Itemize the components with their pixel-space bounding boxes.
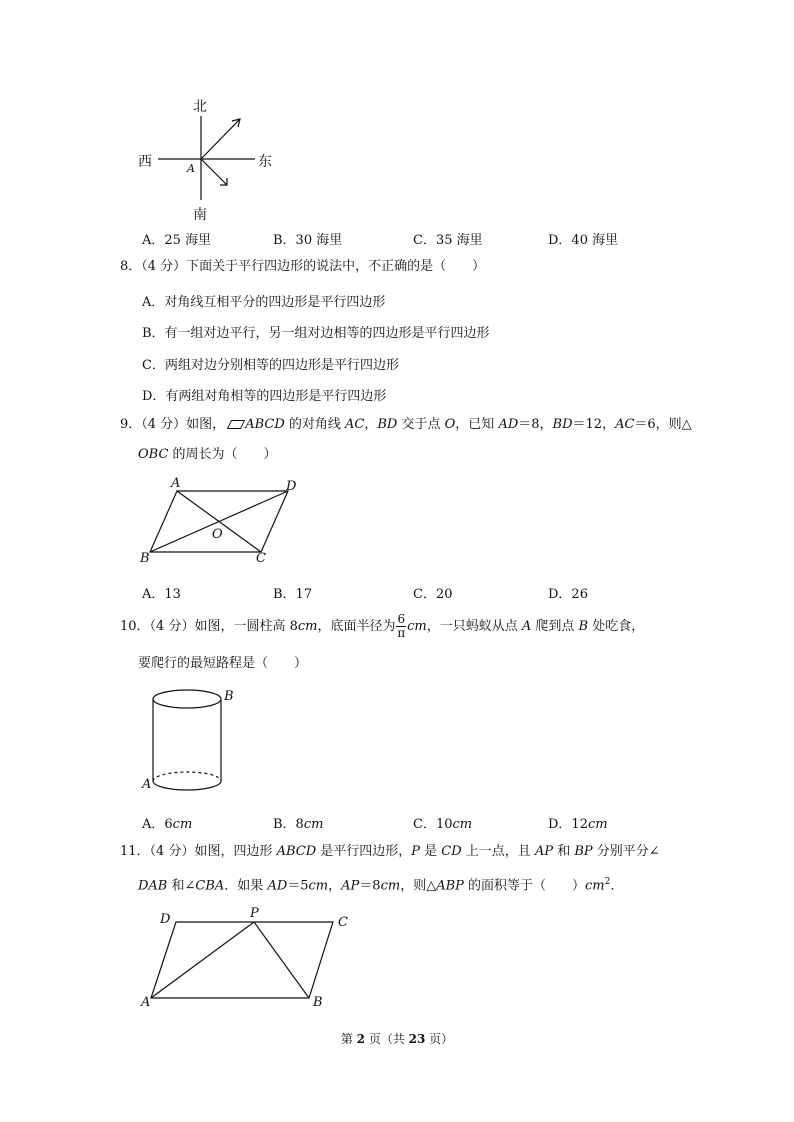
q11-unit: cm xyxy=(380,878,401,894)
q8-option-a: A．对角线互相平分的四边形是平行四边形 xyxy=(142,295,386,310)
q9-label-o: O xyxy=(212,527,223,542)
q9-seg: AC xyxy=(345,417,365,432)
q11-seg: BP xyxy=(574,844,593,859)
q11-text: 是平行四边形， xyxy=(316,844,412,859)
q11-text: 是 xyxy=(420,844,442,859)
q11-text: ，则△ xyxy=(400,878,437,894)
q9-text: ＝8， xyxy=(518,417,553,432)
east-label: 东 xyxy=(258,154,272,170)
q9-text: ＝12， xyxy=(572,417,616,432)
q11-seg: CD xyxy=(441,844,462,859)
q10-stem-line2: 要爬行的最短路程是（ ） xyxy=(138,656,308,671)
q11-text: ． xyxy=(610,878,624,894)
q7-option-d: D．40 海里 xyxy=(548,233,619,248)
north-label: 北 xyxy=(193,99,207,115)
q11-label-d: D xyxy=(160,912,171,927)
q10-fraction-denominator: π xyxy=(397,626,406,640)
q11-text: 分别平分∠ xyxy=(592,844,660,859)
footer-text: 页） xyxy=(425,1032,454,1046)
q10-text: 10．（4 分）如图，一圆柱高 8 xyxy=(120,619,298,634)
q11-text: ＝5 xyxy=(287,878,309,894)
q11-unit: cm xyxy=(308,878,329,894)
q8-stem: 8．（4 分）下面关于平行四边形的说法中，不正确的是（ ） xyxy=(120,259,486,274)
q11-unit: cm xyxy=(585,878,605,894)
q9-seg: AD xyxy=(498,417,519,432)
q10-option-text: A．6 xyxy=(142,817,173,832)
q8-option-b: B．有一组对边平行，另一组对边相等的四边形是平行四边形 xyxy=(142,326,490,341)
south-label: 南 xyxy=(193,207,207,223)
q9-option-c: C．20 xyxy=(413,587,453,602)
q8-option-d: D．有两组对角相等的四边形是平行四边形 xyxy=(142,389,387,404)
q9-shape-name: ABCD xyxy=(245,417,285,432)
point-a-label: A xyxy=(187,162,195,175)
q9-label-a: A xyxy=(171,476,181,491)
q10-option-text: B．8 xyxy=(273,817,304,832)
q9-label-b: B xyxy=(140,551,150,566)
q9-text: ， xyxy=(364,417,378,432)
west-label: 西 xyxy=(138,154,152,170)
q10-unit: cm xyxy=(407,619,427,634)
page-footer xyxy=(0,1030,794,1047)
q10-fraction-numerator: 6 xyxy=(397,612,406,626)
q11-text: 上一点，且 xyxy=(461,844,535,859)
q11-seg: CBA xyxy=(195,878,225,894)
q9-text: 的周长为（ ） xyxy=(168,447,277,462)
q10-point: B xyxy=(578,619,589,634)
q9-option-b: B．17 xyxy=(273,587,313,602)
q9-seg: OBC xyxy=(138,447,169,462)
q9-seg: O xyxy=(444,417,456,432)
q11-text: 和∠ xyxy=(167,878,196,894)
q10-text: ，一只蚂蚁从点 xyxy=(426,619,522,634)
q9-option-d: D．26 xyxy=(548,587,588,602)
q7-option-a: A．25 海里 xyxy=(142,233,212,248)
q10-option-text: D．12 xyxy=(548,817,588,832)
q11-segment-bp xyxy=(254,922,309,998)
q10-option-unit: cm xyxy=(587,817,608,832)
q11-label-b: B xyxy=(313,995,323,1010)
q11-label-p: P xyxy=(250,906,259,921)
q9-option-a: A．13 xyxy=(142,587,181,602)
q10-text: 爬到点 xyxy=(531,619,579,634)
q11-text: 11．（4 分）如图，四边形 xyxy=(120,844,277,859)
q10-option-unit: cm xyxy=(452,817,473,832)
q10-point: A xyxy=(521,619,532,634)
q10-option-unit: cm xyxy=(303,817,324,832)
q9-label-c: C xyxy=(256,551,266,566)
q10-option-unit: cm xyxy=(172,817,193,832)
q11-seg: AP xyxy=(534,844,554,859)
q10-label-b: B xyxy=(224,689,234,704)
q9-seg: BD xyxy=(552,417,573,432)
q9-label-d: D xyxy=(286,479,297,494)
q8-option-c: C．两组对边分别相等的四边形是平行四边形 xyxy=(142,358,399,373)
q11-seg: P xyxy=(411,844,421,859)
q11-seg: AD xyxy=(267,878,288,894)
q10-text: ，底面半径为 xyxy=(317,619,396,634)
q11-label-c: C xyxy=(338,915,348,930)
q7-option-b: B．30 海里 xyxy=(273,233,343,248)
q11-seg: ABP xyxy=(436,878,464,894)
q9-text: 交于点 xyxy=(397,417,445,432)
q7-option-c: C．35 海里 xyxy=(413,233,483,248)
q10-unit: cm xyxy=(297,619,318,634)
q9-stem-prefix: 9．（4 分）如图， xyxy=(120,417,226,432)
q10-option-text: C．10 xyxy=(413,817,453,832)
footer-text: 页（共 xyxy=(365,1032,409,1046)
q11-label-a: A xyxy=(141,995,151,1010)
q11-text: ．如果 xyxy=(224,878,268,894)
q11-parallelogram xyxy=(151,922,333,998)
q9-seg: AC xyxy=(615,417,635,432)
footer-text: 第 xyxy=(340,1032,357,1046)
q11-seg: DAB xyxy=(138,878,168,894)
q11-text: ＝8 xyxy=(359,878,381,894)
footer-total-pages: 23 xyxy=(408,1032,426,1046)
q11-segment-ap xyxy=(151,922,254,998)
q9-seg: BD xyxy=(377,417,398,432)
q11-seg: AP xyxy=(341,878,360,894)
q11-text: 和 xyxy=(553,844,575,859)
q9-text: 的对角线 xyxy=(284,417,346,432)
q11-superscript: 2 xyxy=(604,877,611,887)
q10-text: 处吃食， xyxy=(588,619,645,634)
q11-text: ， xyxy=(328,878,342,894)
footer-page-number: 2 xyxy=(356,1032,365,1046)
q9-text: ＝6，则△ xyxy=(634,417,692,432)
q11-seg: ABCD xyxy=(276,844,317,859)
q11-text: 的面积等于（ ） xyxy=(463,878,586,894)
q9-text: ，已知 xyxy=(455,417,499,432)
q10-label-a: A xyxy=(142,777,152,792)
